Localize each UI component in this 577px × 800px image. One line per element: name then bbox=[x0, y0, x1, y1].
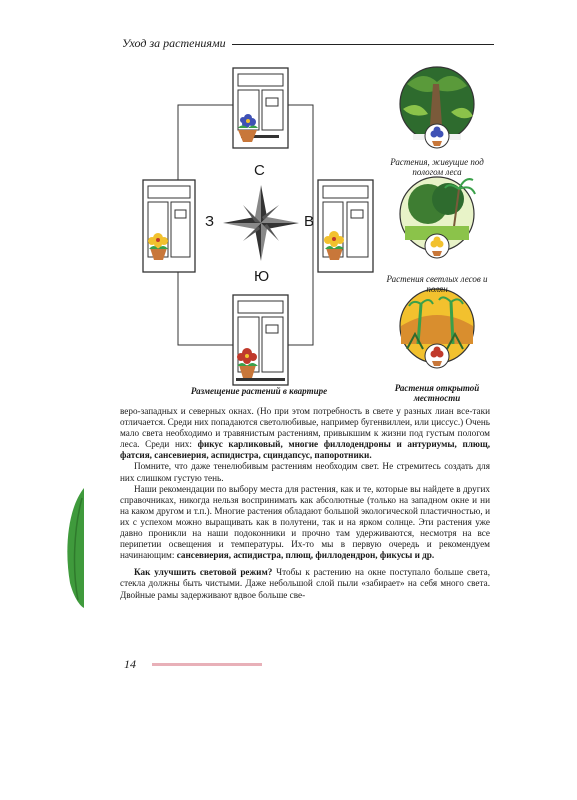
compass-north-label: С bbox=[254, 162, 265, 179]
habitat-illustrations bbox=[393, 64, 493, 404]
paragraph-1 bbox=[120, 406, 490, 461]
caption-open-area: Растения открытой местности bbox=[394, 383, 480, 403]
north-window bbox=[233, 68, 288, 148]
paragraph-3-text: Наши рекомендации по выбору места для растения, как и те, которые вы найдете в других справочниках, никогда нельзя воспринимать как абсолютные (только на западном окне и ни на каком другом и т.п.). Многие растения обладают большой экологической пластичностью, и их с успехом можно выращивать как в полутени, так и на ярком солнце. Эти растения уже давно проникли на наши подоконники и прочно там удерживаются, несмотря на все перипетии освещения и температуры. Их-то мы в первую очередь и рекомендуем начинающим: bbox=[120, 483, 490, 561]
plant-placement-figure bbox=[118, 60, 388, 405]
bottom-color-strip bbox=[152, 663, 262, 666]
header-rule bbox=[232, 44, 494, 45]
paragraph-4-bold: Как улучшить световой режим? bbox=[134, 567, 273, 578]
open-area-icon bbox=[400, 289, 474, 368]
leaf-decoration bbox=[64, 488, 84, 608]
page-number: 14 bbox=[124, 657, 136, 671]
west-window bbox=[143, 180, 195, 272]
room-diagram bbox=[118, 60, 388, 405]
compass-rose bbox=[223, 185, 299, 261]
forest-canopy-icon bbox=[400, 67, 474, 148]
paragraph-4-text: Чтобы к растению на окне поступало больше света, стекла должны быть чистыми. Даже небольшой слой пыли «забирает» на себя много света. Двойные рамы задерживают вдвое больше све- bbox=[120, 567, 490, 600]
compass-south-label: Ю bbox=[254, 268, 270, 285]
light-forest-icon bbox=[400, 177, 475, 258]
caption-forest-canopy: Растения, живущие под пологом леса bbox=[390, 157, 484, 177]
compass-west-label: З bbox=[205, 213, 215, 230]
page-header-title: Уход за растениями bbox=[122, 36, 226, 50]
paragraph-4 bbox=[120, 567, 490, 600]
paragraph-2: Помните, что даже тенелюбивым растениям необходим свет. Не стремитесь создать для них слишком густую тень. bbox=[120, 461, 490, 483]
east-window bbox=[318, 180, 373, 272]
paragraph-1-text: веро-западных и северных окнах. (Но при этом потребность в свете у разных лиан все-таки отличается. Среди них попадаются светолюбивые, например бугенвиллеи, или циссус.) Очень мало света необходимо и травянистым растениям, привыкшим к жизни под густым пологом леса. Среди них: bbox=[120, 406, 490, 450]
paragraph-3 bbox=[120, 484, 490, 562]
paragraph-3-bold: сансевиерия, аспидистра, плющ, филлодендрон, фикусы и др. bbox=[176, 550, 435, 561]
south-window bbox=[233, 295, 288, 385]
apartment-caption: Размещение растений в квартире bbox=[190, 386, 328, 396]
body-text bbox=[120, 406, 490, 601]
paragraph-1-bold: фикус карликовый, многие филлодендроны и антуриумы, плющ, фатсия, сансевиерия, аспидистра, сциндапсус, папоротники. bbox=[120, 439, 490, 461]
compass-east-label: В bbox=[304, 213, 315, 230]
caption-light-forest: Растения светлых лесов и полян bbox=[386, 274, 488, 294]
